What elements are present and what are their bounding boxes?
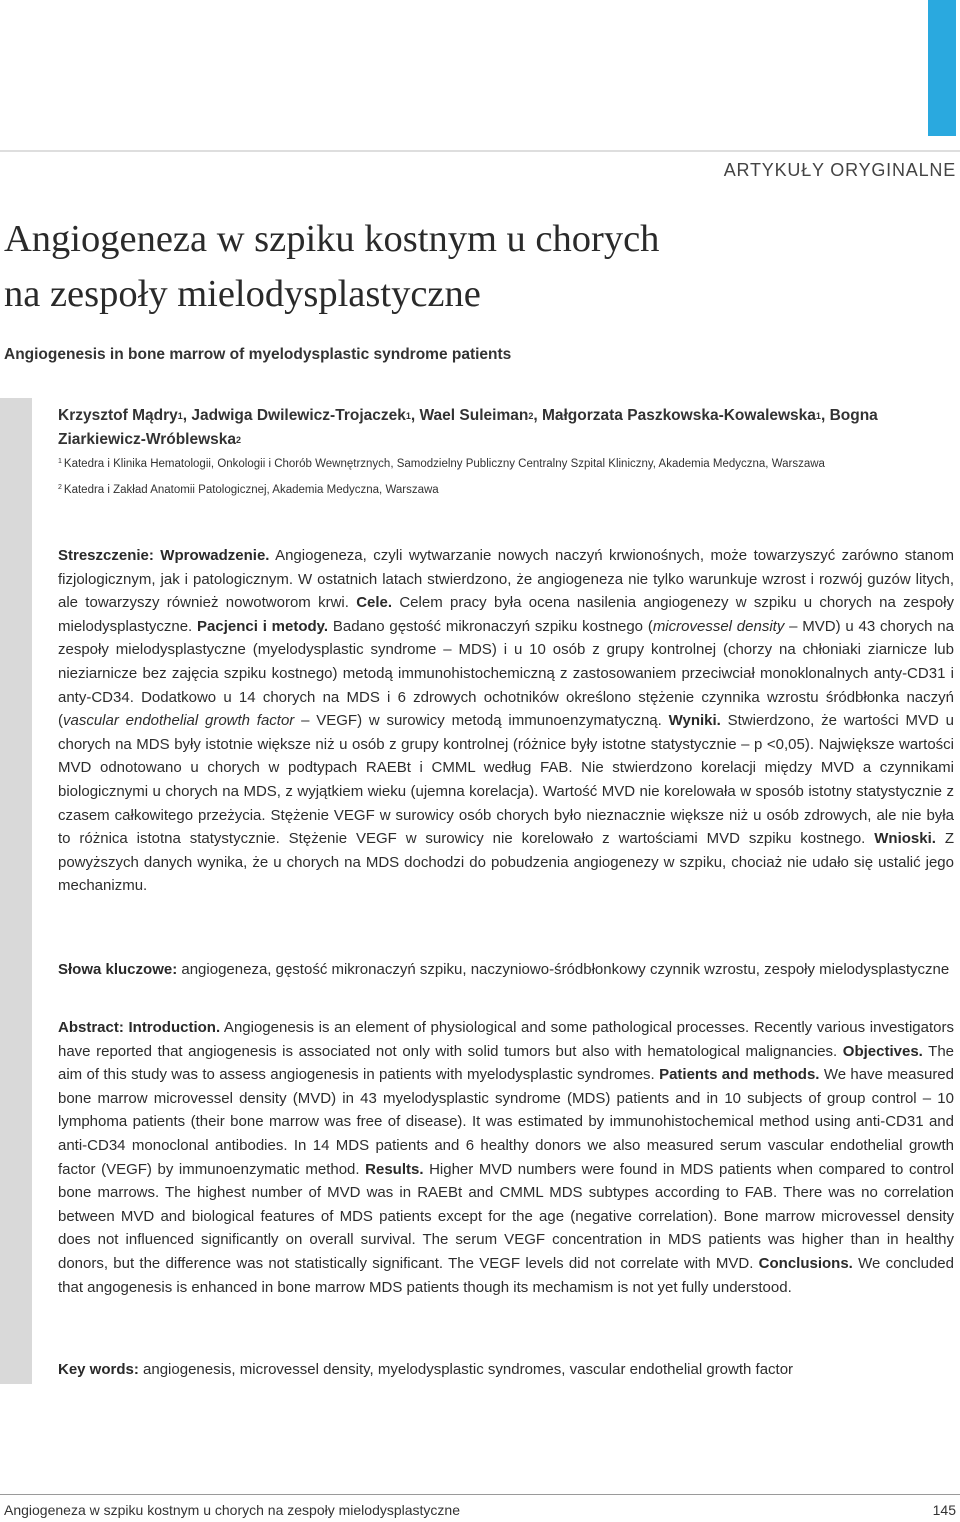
side-strip bbox=[0, 398, 32, 1384]
pacjenci-text: – MVD) u 43 chorych na zespoły mielodysplastyczne (myelodysplastic syndrome – MDS) i u 10 osób z grupy kontrolnej (chorzy na chłoniaki ziarnicze lub nieziarnicze bez zajęcia szpiku kostnego) metodą immunohistochemiczną z zastosowaniem przeciwciał monoklonalnych anty-CD31 i anty-CD34. Dodatkowo u 14 chorych na MDS i 6 zdrowych ochotników określono stężenie czynnika wzrostu śródbłonka naczyń ( bbox=[58, 617, 954, 730]
slowa-kluczowe-text: angiogeneza, gęstość mikronaczyń szpiku, naczyniowo-śródbłonkowy czynnik wzrostu, zespoły mielodysplastyczne bbox=[177, 961, 950, 978]
introduction-text: Angiogenesis is an element of physiological and some pathological processes. Recently various investigators have reported that angiogenesis is associated not only with solid tumors but also with hematological malignancies. bbox=[58, 1019, 954, 1060]
header-rule bbox=[0, 150, 960, 152]
page-number: 145 bbox=[932, 1502, 956, 1518]
article-title-line-1: Angiogeneza w szpiku kostnym u chorych bbox=[4, 218, 660, 260]
author-list bbox=[58, 404, 948, 452]
slowa-kluczowe-label: Słowa kluczowe: bbox=[58, 961, 178, 978]
results-text: Higher MVD numbers were found in MDS patients when compared to control bone marrows. The highest number of MVD was in RAEBt and CMML MDS subtypes according to FAB. There was no correlation between MVD and biological features of MDS patients except for the age (negative correlation). Bone marrow microvessel density does not influenced significantly on overall survival. The serum VEGF concentration in MDS patients was higher than in healthy donors, but the difference was not statistically significant. The VEGF levels did not correlate with MVD. bbox=[58, 1160, 954, 1272]
affiliation bbox=[58, 458, 958, 470]
cele-label: Cele. bbox=[356, 594, 393, 612]
affiliation-number: 2 bbox=[58, 484, 62, 491]
english-abstract bbox=[58, 1016, 954, 1299]
affiliation-list bbox=[58, 458, 958, 510]
objectives-text: The aim of this study was to assess angiogenesis in patients with myelodysplastic syndromes. bbox=[58, 1042, 955, 1084]
abstract-box bbox=[0, 398, 960, 1384]
affiliation bbox=[58, 484, 958, 496]
section-label: ARTYKUŁY ORYGINALNE bbox=[723, 160, 956, 180]
patients-methods-text: We have measured bone marrow microvessel density (MVD) in 43 myelodysplastic syndrome (MDS) patients and in 10 subjects of group control – 10 lymphoma patients (their bone marrow was free of disease). It was estimated by immunohistochemical method using anti-CD31 and anti-CD34 monoclonal antibodies. In 14 MDS patients and 6 healthy donors we also measured serum vascular endothelial growth factor (VEGF) by immunoenzymatic method. bbox=[58, 1066, 954, 1178]
pacjenci-label: Pacjenci i metody. bbox=[197, 617, 329, 635]
introduction-label: Introduction. bbox=[128, 1019, 221, 1036]
polish-keywords bbox=[58, 958, 954, 982]
author-separator: , bbox=[820, 407, 830, 424]
key-words-label: Key words: bbox=[58, 1361, 139, 1378]
author-name: Jadwiga Dwilewicz-Trojaczek bbox=[191, 407, 406, 424]
affiliation-text: Katedra i Klinika Hematologii, Onkologii i Chorób Wewnętrznych, Samodzielny Publiczny Centralny Szpital Kliniczny, Akademia Medyczna, Warszawa bbox=[63, 458, 825, 470]
wyniki-label: Wyniki. bbox=[668, 712, 721, 730]
wnioski-label: Wnioski. bbox=[874, 830, 936, 848]
article-title-line-2: na zespoły mielodysplastyczne bbox=[4, 273, 481, 315]
wprowadzenie-text: Angiogeneza, czyli wytwarzanie nowych naczyń krwionośnych, może towarzyszyć zarówno stanom fizjologicznym, jak i patologicznym. W ostatnich latach stwierdzono, że angiogeneza nie tylko warunkuje wzrost i rozwój guzów litych, ale towarzyszy również nowotworom krwi. bbox=[58, 547, 954, 612]
author-affiliation-number: 1 bbox=[177, 411, 183, 421]
cele-text: Celem pracy była ocena nasilenia angiogenezy w szpiku u chorych na zespoły mielodysplastyczne. bbox=[58, 594, 954, 635]
author-affiliation-number: 2 bbox=[236, 435, 242, 445]
footer-rule bbox=[0, 1494, 960, 1495]
affiliation-text: Katedra i Zakład Anatomii Patologicznej, Akademia Medyczna, Warszawa bbox=[63, 484, 439, 496]
author-separator: , bbox=[533, 407, 542, 424]
author-affiliation-number: 1 bbox=[815, 411, 821, 421]
patients-methods-label: Patients and methods. bbox=[659, 1066, 820, 1084]
author-affiliation-number: 1 bbox=[405, 411, 411, 421]
english-keywords bbox=[58, 1358, 954, 1382]
pacjenci-italic-term: vascular endothelial growth factor bbox=[63, 712, 295, 730]
results-label: Results. bbox=[365, 1160, 424, 1178]
objectives-label: Objectives. bbox=[842, 1042, 923, 1060]
pacjenci-text: Badano gęstość mikronaczyń szpiku kostnego ( bbox=[328, 617, 653, 635]
article-title bbox=[4, 212, 884, 322]
conclusions-text: We concluded that angogenesis is enhanced in bone marrow MDS patients though its mechamism is not yet fully understood. bbox=[58, 1254, 954, 1296]
affiliation-number: 1 bbox=[58, 458, 62, 465]
author-affiliation-number: 2 bbox=[528, 411, 534, 421]
author-name: Krzysztof Mądry bbox=[58, 407, 178, 424]
author-name: Bogna Ziarkiewicz-Wróblewska bbox=[58, 407, 878, 448]
running-title: Angiogeneza w szpiku kostnym u chorych na zespoły mielodysplastyczne bbox=[4, 1502, 461, 1518]
pacjenci-italic-term: microvessel density bbox=[652, 617, 785, 635]
author-name: Małgorzata Paszkowska-Kowalewska bbox=[541, 407, 816, 424]
polish-abstract bbox=[58, 544, 954, 898]
key-words-text: angiogenesis, microvessel density, myelodysplastic syndromes, vascular endothelial growth factor bbox=[138, 1361, 794, 1378]
author-name: Wael Suleiman bbox=[419, 407, 529, 424]
author-separator: , bbox=[182, 407, 192, 424]
conclusions-label: Conclusions. bbox=[758, 1254, 853, 1272]
wprowadzenie-label: Wprowadzenie. bbox=[160, 547, 270, 564]
streszczenie-label: Streszczenie: bbox=[58, 547, 154, 564]
pacjenci-text: – VEGF) w surowicy metodą immunoenzymatyczną. bbox=[294, 712, 669, 730]
english-title: Angiogenesis in bone marrow of myelodysplastic syndrome patients bbox=[4, 346, 512, 363]
wyniki-text: Stwierdzono, że wartości MVD u chorych na MDS były istotnie większe niż u osób z grupy kontrolnej (różnice były istotne statystycznie – p <0,05). Największe wartości MVD odnotowano u chorych w podtypach RAEBt i CMML według FAB. Nie stwierdzono korelacji między MVD a czynnikami biologicznymi u chorych na MDS, z wyjątkiem wieku (ujemna korelacja). Wartość MVD nie korelowała w sposób istotny statystycznie z czasem całkowitego przeżycia. Stężenie VEGF w surowicy osób chorych było nieznacznie większe niż u osób zdrowych, ale nie była to różnica istotna statystycznie. Stężenie VEGF w surowicy nie korelowało z wartościami MVD szpiku kostnego. bbox=[58, 712, 955, 848]
wnioski-text: Z powyższych danych wynika, że u chorych na MDS dochodzi do pobudzenia angiogenezy w szpiku, chociaż nie udało się ustalić jego mechanizmu. bbox=[58, 830, 954, 895]
author-separator: , bbox=[410, 407, 420, 424]
abstract-label: Abstract: bbox=[58, 1019, 124, 1036]
accent-bar bbox=[928, 0, 956, 136]
